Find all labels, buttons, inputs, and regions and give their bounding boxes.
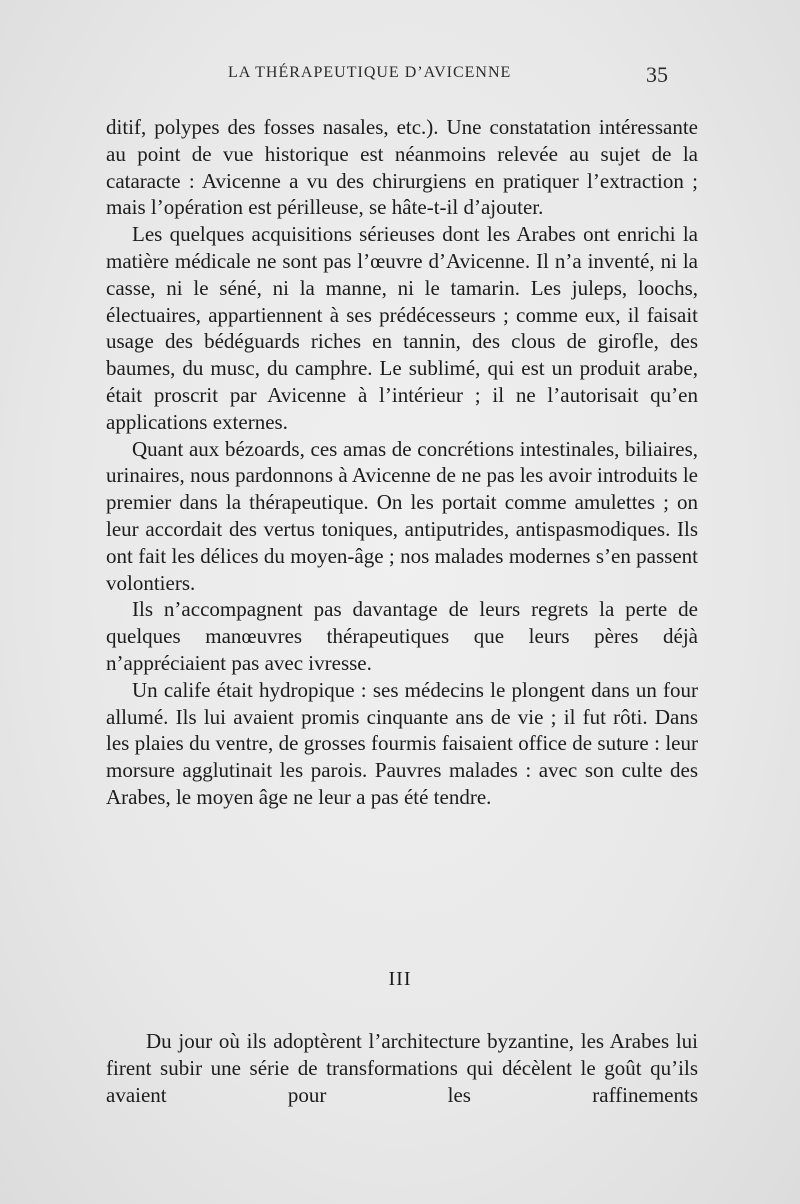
section-text	[106, 1028, 698, 1108]
page-number: 35	[646, 62, 668, 87]
running-title: LA THÉRAPEUTIQUE D’AVICENNE	[228, 64, 512, 81]
paragraph-calife: Un calife était hydropique : ses médecins le plongent dans un four allumé. Ils lui avaient promis cinquante ans de vie ; il fut rôti. Dans les plaies du ventre, de grosses fourmis faisaient office de suture : leur morsure agglutinait les parois. Pauvres malades : avec son culte des Arabes, le moyen âge ne leur a pas été tendre.	[106, 677, 698, 809]
paragraph-continued: ditif, polypes des fosses nasales, etc.). Une constatation intéressante au point de vue historique est néanmoins relevée au sujet de la cataracte : Avicenne a vu des chirurgiens en pratiquer l’extraction ; mais l’opération est périlleuse, se hâte-t-il d’ajouter.	[106, 115, 698, 220]
paragraph-bezoards: Quant aux bézoards, ces amas de concrétions intestinales, biliaires, urinaires, nous pardonnons à Avicenne de ne pas les avoir introduits le premier dans la thérapeutique. On les portait comme amulettes ; on leur accordait des vertus toniques, antiputrides, antispasmodiques. Ils ont fait les délices du moyen-âge ; nos malades modernes s’en passent volontiers.	[106, 436, 698, 595]
paragraph-architecture: Du jour où ils adoptèrent l’architecture byzantine, les Arabes lui firent subir une série de transformations qui décèlent le goût qu’ils avaient pour les raffinements	[106, 1029, 698, 1107]
paragraph-manoeuvres: Ils n’accompagnent pas davantage de leurs regrets la perte de quelques manœuvres thérapeutiques que leurs pères déjà n’appréciaient pas avec ivresse.	[106, 597, 698, 675]
paragraph-acquisitions: Les quelques acquisitions sérieuses dont les Arabes ont enrichi la matière médicale ne sont pas l’œuvre d’Avicenne. Il n’a inventé, ni la casse, ni le séné, ni la manne, ni le tamarin. Les juleps, loochs, électuaires, appartiennent à ses prédécesseurs ; comme eux, il faisait usage des bédéguards riches en tannin, des clous de girofle, des baumes, du musc, du camphre. Le sublimé, qui est un produit arabe, était proscrit par Avicenne à l’intérieur ; il ne l’autorisait qu’en applications externes.	[106, 222, 698, 434]
section-heading: III	[388, 968, 412, 990]
main-text	[106, 114, 698, 811]
